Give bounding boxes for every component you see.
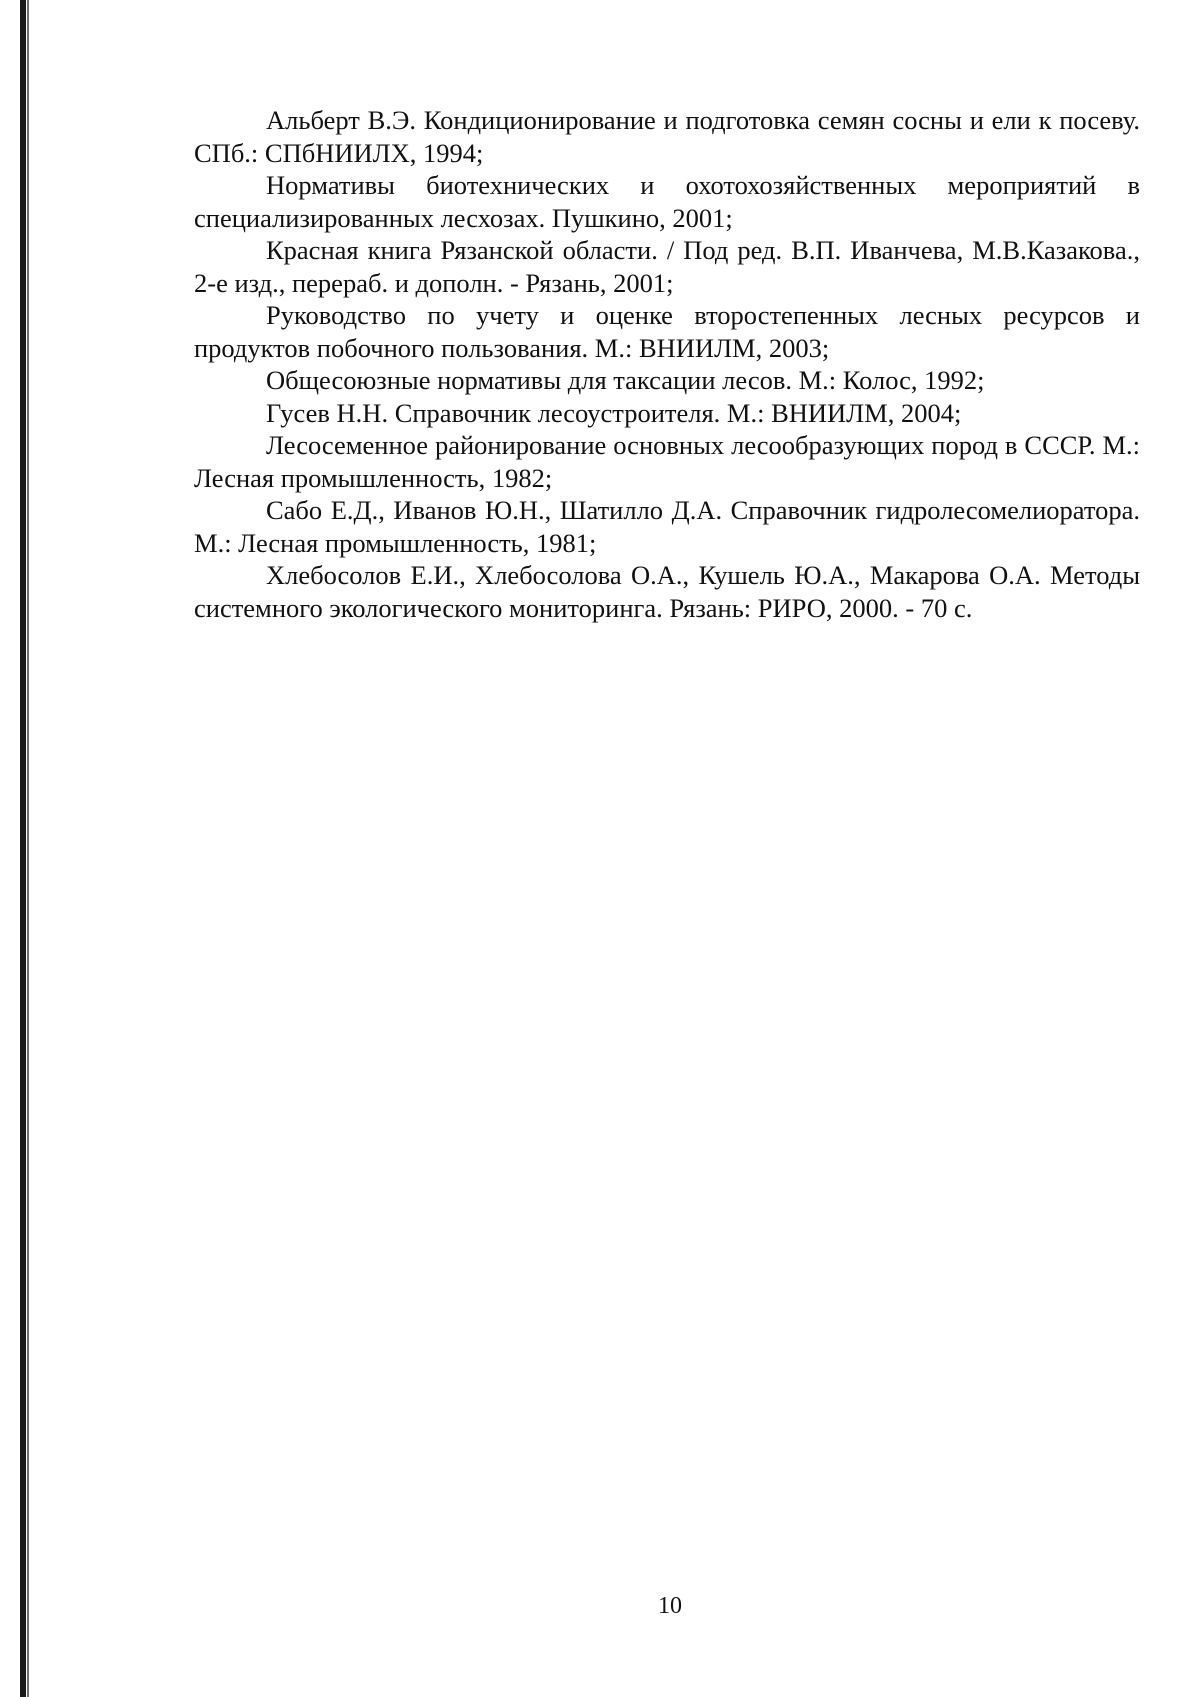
reference-item: Лесосеменное районирование основных лесообразующих пород в СССР. М.: Лесная промышленность, 1982; — [194, 430, 1140, 493]
reference-item: Общесоюзные нормативы для таксации лесов. М.: Колос, 1992; — [266, 365, 985, 395]
reference-item: Руководство по учету и оценке второстепенных лесных ресурсов и продуктов побочного пользования. М.: ВНИИЛМ, 2003; — [194, 300, 1140, 363]
reference-item: Нормативы биотехнических и охотохозяйственных мероприятий в специализированных лесхозах. Пушкино, 2001; — [194, 170, 1140, 233]
reference-item: Красная книга Рязанской области. / Под ред. В.П. Иванчева, М.В.Казакова., 2-е изд., перераб. и дополн. - Рязань, 2001; — [194, 235, 1140, 298]
reference-item: Гусев Н.Н. Справочник лесоустроителя. М.: ВНИИЛМ, 2004; — [266, 397, 962, 428]
reference-item: Сабо Е.Д., Иванов Ю.Н., Шатилло Д.А. Справочник гидролесомелиоратора. М.: Лесная промышленность, 1981; — [194, 495, 1140, 558]
scan-binding-edge — [0, 0, 32, 1697]
binding-shadow-dark — [20, 0, 26, 1697]
reference-item: Хлебосолов Е.И., Хлебосолова О.А., Кушель Ю.А., Макарова О.А. Методы системного экологического мониторинга. Рязань: РИРО, 2000. - 70 с. — [194, 560, 1140, 623]
binding-shadow-light — [27, 0, 29, 1697]
reference-list — [194, 104, 1140, 624]
page-number: 10 — [658, 1593, 682, 1619]
reference-item: Альберт В.Э. Кондиционирование и подготовка семян сосны и ели к посеву. СПб.: СПбНИИЛХ, 1994; — [194, 105, 1140, 168]
